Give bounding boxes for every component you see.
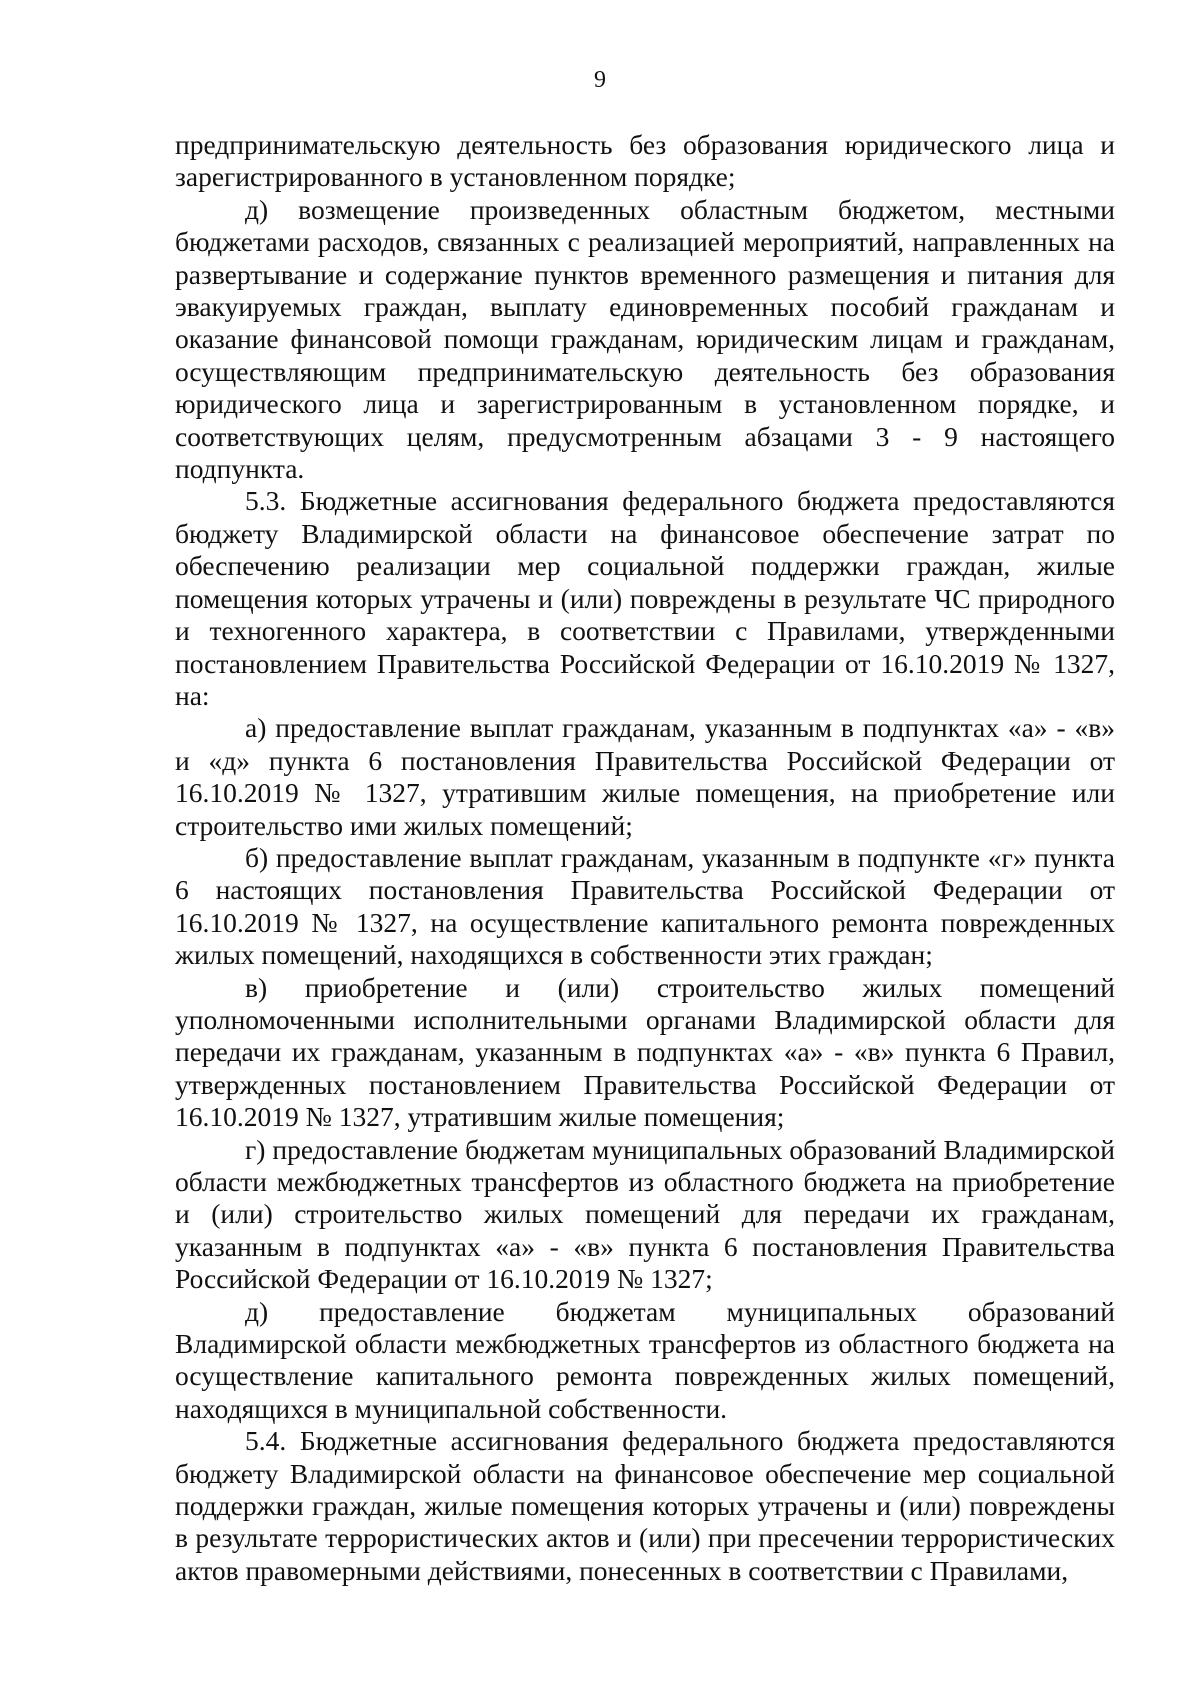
paragraph-continuation: предпринимательскую деятельность без образования юридического лица и зарегистрированного в установленном порядке;: [175, 129, 1115, 193]
paragraph-5-2-d: д) возмещение произведенных областным бюджетом, местными бюджетами расходов, связанных с реализацией мероприятий, направленных на развертывание и содержание пунктов временного размещения и питания для эвакуируемых граждан, выплату единовременных пособий гражданам и оказание финансовой помощи гражданам, юридическим лицам и гражданам, осуществляющим предпринимательскую деятельность без образования юридического лица и зарегистрированным в установленном порядке, и соответствующих целям, предусмотренным абзацами 3 - 9 настоящего подпункта.: [175, 193, 1115, 485]
document-body: [175, 129, 1115, 1587]
paragraph-5-3: 5.3. Бюджетные ассигнования федерального бюджета предоставляются бюджету Владимирской области на финансовое обеспечение затрат по обеспечению реализации мер социальной поддержки граждан, жилые помещения которых утрачены и (или) повреждены в результате ЧС природного и техногенного характера, в соответствии с Правилами, утвержденными постановлением Правительства Российской Федерации от 16.10.2019 № 1327, на:: [175, 485, 1115, 711]
paragraph-5-3-v: в) приобретение и (или) строительство жилых помещений уполномоченными исполнительными органами Владимирской области для передачи их гражданам, указанным в подпунктах «а» - «в» пункта 6 Правил, утвержденных постановлением Правительства Российской Федерации от 16.10.2019 № 1327, утратившим жилые помещения;: [175, 971, 1115, 1133]
paragraph-5-3-b: б) предоставление выплат гражданам, указанным в подпункте «г» пункта 6 настоящих постановления Правительства Российской Федерации от 16.10.2019 № 1327, на осуществление капитального ремонта поврежденных жилых помещений, находящихся в собственности этих граждан;: [175, 841, 1115, 971]
paragraph-5-3-d: д) предоставление бюджетам муниципальных образований Владимирской области межбюджетных трансфертов из областного бюджета на осуществление капитального ремонта поврежденных жилых помещений, находящихся в муниципальной собственности.: [175, 1295, 1115, 1424]
paragraph-5-3-a: а) предоставление выплат гражданам, указанным в подпунктах «а» - «в» и «д» пункта 6 постановления Правительства Российской Федерации от 16.10.2019 № 1327, утратившим жилые помещения, на приобретение или строительство ими жилых помещений;: [175, 712, 1115, 841]
page-number: 9: [594, 67, 606, 93]
paragraph-5-3-g: г) предоставление бюджетам муниципальных образований Владимирской области межбюджетных трансфертов из областного бюджета на приобретение и (или) строительство жилых помещений для передачи их гражданам, указанным в подпунктах «а» - «в» пункта 6 постановления Правительства Российской Федерации от 16.10.2019 № 1327;: [175, 1133, 1115, 1295]
paragraph-5-4: 5.4. Бюджетные ассигнования федерального бюджета предоставляются бюджету Владимирской области на финансовое обеспечение мер социальной поддержки граждан, жилые помещения которых утрачены и (или) повреждены в результате террористических актов и (или) при пресечении террористических актов правомерными действиями, понесенных в соответствии с Правилами,: [175, 1425, 1115, 1586]
